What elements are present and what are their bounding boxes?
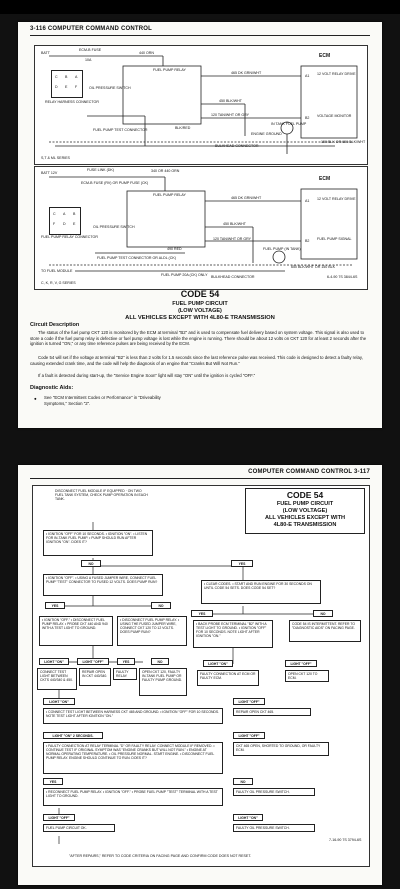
manual-page-3-117: [18, 465, 382, 885]
label-in-tank-pump: IN TANK FUEL PUMP: [271, 122, 307, 126]
light-off-1: LIGHT "OFF": [77, 658, 109, 665]
label-relay-b: FUEL PUMP RELAY: [153, 193, 186, 197]
step-test-465: • CONNECT TEST LIGHT BETWEEN HARNESS CKT 465 AND GROUND. • IGNITION "OFF" FOR 10 SECONDS. NOTE TEST LIGHT AFTER IGNITION "ON.": [43, 708, 223, 724]
result-faulty-ecm: FAULTY CONNECTION AT ECM OR FAULTY ECM.: [197, 670, 259, 686]
light-on-2-seconds: LIGHT "ON" 2 SECONDS.: [43, 732, 103, 739]
pin-f: F: [75, 85, 78, 89]
label-340-440: 340 OR 440 ORN: [151, 169, 180, 173]
wiring-lines-b: [35, 167, 367, 289]
label-bulkhead-b: BULKHEAD CONNECTOR: [211, 275, 255, 279]
label-fuse-b: ECM-B FUSE (RV) OR PUMP FUSE (CK): [81, 181, 149, 185]
code-title: CODE 54: [180, 289, 220, 299]
result-intermittent: CODE 54 IS INTERMITTENT. REFER TO "DIAGNOSTIC AIDS" ON FACING PAGE.: [289, 620, 361, 642]
step-probe-440: • IGNITION "OFF." • DISCONNECT FUEL PUMP RELAY. • PROBE CKT 440 AND 940 WITH A TEST LIGHT TO GROUND.: [39, 616, 113, 646]
page-header: 3-116 COMPUTER COMMAND CONTROL: [30, 26, 153, 32]
label-voltage-monitor: VOLTAGE MONITOR: [317, 114, 352, 118]
pin-b2-b: B2: [305, 239, 310, 243]
step-ignition-check: • IGNITION "OFF" FOR 10 SECONDS. • IGNITION "ON". • LISTEN FOR IN-TANK FUEL PUMP. • PUMP SHOULD RUN AFTER IGNITION "ON". DOES IT?: [43, 530, 153, 556]
branch-no-2: NO: [151, 602, 171, 609]
diagnostic-aid-item: See "ECM Intermittent Codes or Performance" in "Driveability Symptoms," Section "2".: [44, 395, 161, 406]
step-backprobe-b2: • BACK PROBE ECM TERMINAL "B2" WITH A TEST LIGHT TO GROUND. • IGNITION "OFF" FOR 10 SECONDS. NOTE LIGHT AFTER IGNITION "ON.": [193, 620, 273, 648]
pin-a1-b: A1: [305, 199, 310, 203]
pin-e: E: [73, 222, 76, 226]
label-450-b: 450 BLK/WHT: [223, 222, 246, 226]
result-connect-test-light: CONNECT TEST LIGHT BETWEEN CKTS 440/340 & 450.: [37, 668, 77, 690]
result-faulty-oil-switch-1: FAULTY OIL PRESSURE SWITCH.: [233, 788, 315, 796]
yes-5: YES: [43, 778, 63, 785]
label-465-b: 465 DK GRN/WHT: [231, 196, 262, 200]
header-rule: [30, 35, 370, 36]
label-465: 465 DK GRN/WHT: [231, 71, 262, 75]
label-relay-drive-b: 12 VOLT RELAY DRIVE: [317, 197, 356, 201]
result-circuit-ok: FUEL PUMP CIRCUIT OK.: [43, 824, 115, 832]
pin-a: A: [63, 212, 66, 216]
pin-b: B: [73, 212, 76, 216]
label-20a: FUEL PUMP 20A (CK) ONLY: [161, 273, 208, 277]
no-4: NO: [151, 658, 169, 665]
subtitle-2: (LOW VOLTAGE): [178, 308, 222, 314]
label-650-b: 650 BLK/WHT OR 150 BLK: [291, 265, 336, 269]
label-batt-12v: BATT 12V: [41, 171, 58, 175]
subtitle-3: ALL VEHICLES EXCEPT WITH 4L80-E TRANSMISSION: [125, 315, 275, 321]
manual-page-3-116: [18, 22, 382, 428]
pin-f: F: [53, 222, 56, 226]
label-ecm-fuse: ECM-B FUSE: [79, 48, 102, 52]
label-pump-in-tank: FUEL PUMP (IN TANK): [263, 247, 301, 251]
label-oil-switch: OIL PRESSURE SWITCH: [89, 86, 131, 90]
subtitle-4: 4L80-E TRANSMISSION: [273, 522, 337, 528]
label-120-b: 120 TAN/WHT OR GRY: [213, 237, 252, 241]
branch-yes: YES: [231, 560, 253, 567]
subtitle-1: FUEL PUMP CIRCUIT: [172, 301, 228, 307]
pin-c: C: [53, 212, 56, 216]
relay-harness-connector: [51, 70, 83, 98]
light-off-2: LIGHT "OFF": [285, 660, 317, 667]
bullet-icon: ●: [34, 396, 37, 401]
light-on-2: LIGHT "ON": [203, 660, 233, 667]
label-test-connector: FUEL PUMP TEST CONNECTOR: [93, 128, 148, 132]
pin-e: E: [65, 85, 68, 89]
subtitle-2: (LOW VOLTAGE): [282, 508, 328, 514]
figure-ref-b: 7-16-90 7S 3794-6S: [329, 838, 362, 842]
label-test-conn-b: FUEL PUMP TEST CONNECTOR OR ALDL (CK): [97, 256, 176, 260]
label-pump-signal: FUEL PUMP SIGNAL: [317, 237, 352, 241]
ecm-label: ECM: [319, 53, 331, 59]
result-open-120-ecm: OPEN CKT 120 TO ECM.: [285, 670, 329, 682]
pin-d: D: [63, 222, 66, 226]
circuit-description-heading: Circuit Description: [30, 322, 80, 328]
label-440-orn: 440 ORN: [139, 51, 154, 55]
light-on-5: LIGHT "ON": [233, 814, 263, 821]
result-repair-465: REPAIR OPEN CKT 465.: [233, 708, 311, 716]
label-fuel-pump-relay: FUEL PUMP RELAY: [153, 68, 186, 72]
result-open-120: OPEN CKT 120, FAULTY IN-TANK FUEL PUMP OR FAULTY PUMP GROUND.: [139, 668, 187, 696]
top-bar: [0, 0, 400, 14]
pin-c: C: [55, 75, 58, 79]
circuit-description-para-2: Code 54 will set if the voltage at terminal "B2" is less than 2 volts for 1.5 seconds since the last reference pulse was received. This code is designed to detect a faulty relay, causing extended crank time, and the code will help the diagnosis of an engine that "Cranks But Will Not Run.": [30, 355, 363, 366]
page-header: COMPUTER COMMAND CONTROL 3-117: [248, 469, 370, 475]
label-450: 450 BLK/WHT: [219, 99, 242, 103]
result-repair-440: REPAIR OPEN IN CKT 440/340.: [79, 668, 111, 686]
label-120: 120 TAN/WHT OR GRY: [211, 113, 250, 117]
figure-ref-a: 6-4-90 7S 3844-6S: [327, 275, 358, 279]
label-10a: 10A: [85, 58, 92, 62]
label-blk-red: BLK/RED: [175, 126, 191, 130]
pin-a1: A1: [305, 74, 310, 78]
subtitle-3: ALL VEHICLES EXCEPT WITH: [264, 515, 346, 521]
wiring-diagram-ckrvg: [34, 166, 368, 290]
series-label-b: C, K, R, V, G SERIES: [41, 281, 76, 285]
label-engine-ground: ENGINE GROUND: [251, 132, 282, 136]
label-fuse-link: FUSE LINK (DK): [87, 168, 114, 172]
pin-a: A: [75, 75, 78, 79]
pin-d: D: [55, 85, 58, 89]
label-relay-harness: RELAY HARNESS CONNECTOR: [45, 100, 99, 104]
fuel-pump-relay-connector: [49, 207, 81, 235]
result-465-open-shorted: CKT 465 OPEN, SHORTED TO GROUND, OR FAULTY ECM.: [233, 742, 329, 756]
light-off-5: LIGHT "OFF": [43, 814, 75, 821]
after-repairs-note: "AFTER REPAIRS," REFER TO CODE CRITERIA ON FACING PAGE AND CONFIRM CODE DOES NOT RESET.: [69, 854, 252, 858]
subtitle-1: FUEL PUMP CIRCUIT: [276, 501, 334, 507]
light-on-3: LIGHT "ON": [43, 698, 75, 705]
wiring-lines-a: [35, 46, 367, 164]
step-jumper-test: • IGNITION "OFF". • USING A FUSED JUMPER WIRE, CONNECT FUEL PUMP "TEST" CONNECTOR TO FUSED 12 VOLTS. DOES PUMP RUN?: [43, 574, 163, 596]
yes-4: YES: [117, 658, 135, 665]
label-bulkhead: BULKHEAD CONNECTOR: [215, 144, 259, 148]
light-on-1: LIGHT "ON": [39, 658, 69, 665]
branch-yes-3: YES: [191, 610, 213, 617]
pin-b2: B2: [305, 116, 310, 120]
step-clear-codes: • CLEAR CODES. • START AND RUN ENGINE FOR 30 SECONDS ON UNTIL CODE 54 SETS. DOES CODE 54 SET?: [201, 580, 321, 604]
result-faulty-oil-switch-2: FAULTY OIL PRESSURE SWITCH.: [233, 824, 315, 832]
no-5: NO: [233, 778, 253, 785]
pin-b: B: [65, 75, 68, 79]
light-off-4: LIGHT "OFF": [233, 732, 265, 739]
label-relay-drive: 12 VOLT RELAY DRIVE: [317, 72, 356, 76]
label-150: 150 BLK OR 650 BLK/WHT: [321, 140, 366, 144]
series-label-a: S,T & ML SERIES: [41, 156, 70, 160]
label-batt: BATT: [41, 51, 50, 55]
diagnostic-aids-heading: Diagnostic Aids:: [30, 385, 74, 391]
result-faulty-relay: FAULTY RELAY.: [113, 668, 137, 680]
label-oil-switch-b: OIL PRESSURE SWITCH: [93, 225, 135, 229]
flowchart-frame: [32, 485, 370, 867]
light-off-3: LIGHT "OFF": [233, 698, 265, 705]
circuit-description-para-1: The status of the fuel pump CKT 120 is monitored by the ECM at terminal "B2" and is used to compensate fuel delivery based on system voltage. This signal is also used to store a code if the fuel pump relay is defective or fuel pump voltage is lost while the engine is running. There should be about 12 volts on CKT 120 for at least 2 seconds after the ignition is turned "ON," or any time reference pulses are being received by the ECM.: [30, 330, 367, 347]
step-probe-test-terminal: • RECONNECT FUEL PUMP RELAY. • IGNITION "OFF." • PROBE FUEL PUMP "TEST" TERMINAL WITH A TEST LIGHT TO GROUND.: [43, 788, 223, 806]
branch-no: NO: [81, 560, 101, 567]
label-490-red: 490 RED: [167, 247, 182, 251]
step-connect-120: • DISCONNECT FUEL PUMP RELAY. • USING THE FUSED JUMPER WIRE, CONNECT CKT 120 TO 12 VOLTS. DOES PUMP RUN?: [117, 616, 187, 646]
label-relay-conn-b: FUEL PUMP RELAY CONNECTOR: [41, 235, 98, 239]
circuit-description-para-3: If a fault is detected during start-up, the "Service Engine Soon" light will stay "ON" until the ignition is cycled "OFF.": [38, 373, 256, 378]
wiring-diagram-st-ml: [34, 45, 368, 165]
step-faulty-connection-d: • FAULTY CONNECTION AT RELAY TERMINAL "D" OR FAULTY RELAY. CONNECT MODULE IF REMOVED. • CONTINUE TEST IF ORIGINAL SYMPTOM WAS "ENGINE CRANKS BUT WILL NOT RUN." • ENGINE AT NORMAL OPERATING TEMPERATURE. • OIL PRESSURE NORMAL. START ENGINE. • DISCONNECT FUEL PUMP RELAY. ENGINE SHOULD CONTINUE TO RUN. DOES IT?: [43, 742, 223, 774]
label-fuel-module: TO FUEL MODULE: [41, 269, 73, 273]
branch-no-3: NO: [313, 610, 333, 617]
ecm-label-b: ECM: [319, 176, 331, 182]
header-rule: [30, 478, 370, 479]
code-title: CODE 54: [286, 490, 324, 500]
title-box: [245, 488, 365, 534]
branch-yes-2: YES: [45, 602, 65, 609]
intro-note: DISCONNECT FUEL MODULE IF EQUIPPED · ON TWO FUEL TANK SYSTEM, CHECK PUMP OPERATION IN EACH TANK.: [55, 489, 148, 501]
